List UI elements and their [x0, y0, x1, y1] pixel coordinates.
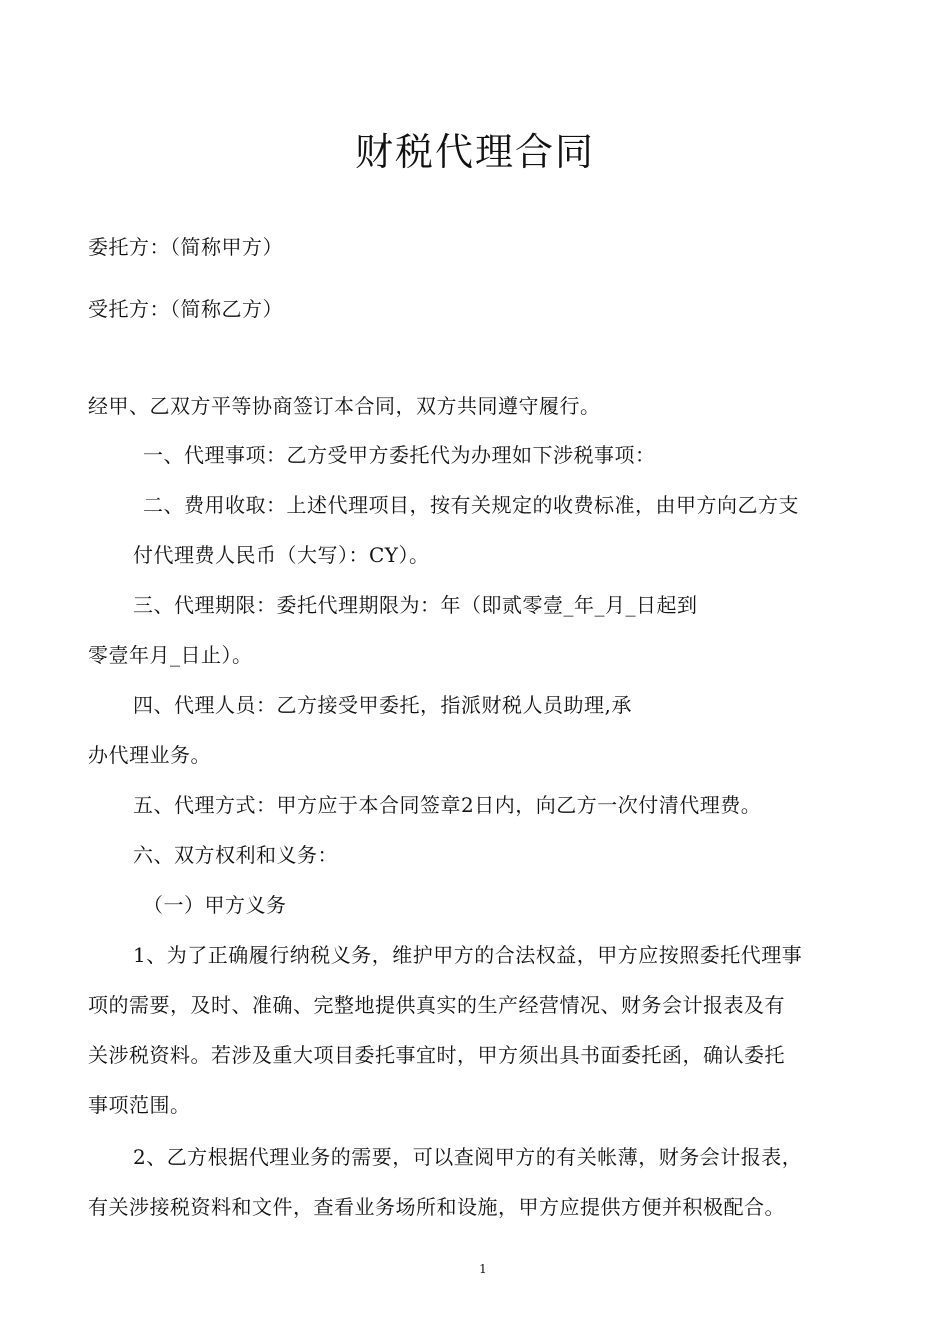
item-2-line-1: 2、乙方根据代理业务的需要，可以查阅甲方的有关帐薄，财务会计报表， [133, 1145, 803, 1169]
section-party-a-obligations: （一）甲方义务 [143, 893, 287, 917]
clause-3-line-1: 三、代理期限：委托代理期限为：年（即贰零壹_年_月_日起到 [133, 593, 698, 617]
client-line: 委托方：（简称甲方） [88, 235, 283, 259]
agent-line: 受托方：（简称乙方） [88, 297, 283, 321]
clause-5: 五、代理方式：甲方应于本合同签章2日内，向乙方一次付清代理费。 [133, 793, 762, 817]
item-1-line-1: 1、为了正确履行纳税义务，维护甲方的合法权益，甲方应按照委托代理事 [133, 943, 803, 967]
item-1-line-4: 事项范围。 [88, 1093, 191, 1117]
item-2-line-2: 有关涉接税资料和文件，查看业务场所和设施，甲方应提供方便并积极配合。 [88, 1195, 785, 1219]
intro-paragraph: 经甲、乙双方平等协商签订本合同，双方共同遵守履行。 [88, 394, 601, 418]
clause-2-line-1: 二、费用收取：上述代理项目，按有关规定的收费标准，由甲方向乙方支 [143, 493, 799, 517]
document-title: 财税代理合同 [354, 130, 595, 174]
clause-1: 一、代理事项：乙方受甲方委托代为办理如下涉税事项： [143, 443, 656, 467]
clause-2-line-2: 付代理费人民币（大写）：CY）。 [133, 543, 430, 567]
page-number: 1 [479, 1262, 487, 1276]
clause-6: 六、双方权利和义务： [133, 843, 338, 867]
item-1-line-2: 项的需要，及时、准确、完整地提供真实的生产经营情况、财务会计报表及有 [88, 993, 785, 1017]
clause-3-line-2: 零壹年月_日止）。 [88, 643, 253, 667]
clause-4-line-2: 办代理业务。 [88, 743, 211, 767]
item-1-line-3: 关涉税资料。若涉及重大项目委托事宜时，甲方须出具书面委托函，确认委托 [88, 1043, 785, 1067]
clause-4-line-1: 四、代理人员：乙方接受甲委托，指派财税人员助理,承 [133, 693, 632, 717]
